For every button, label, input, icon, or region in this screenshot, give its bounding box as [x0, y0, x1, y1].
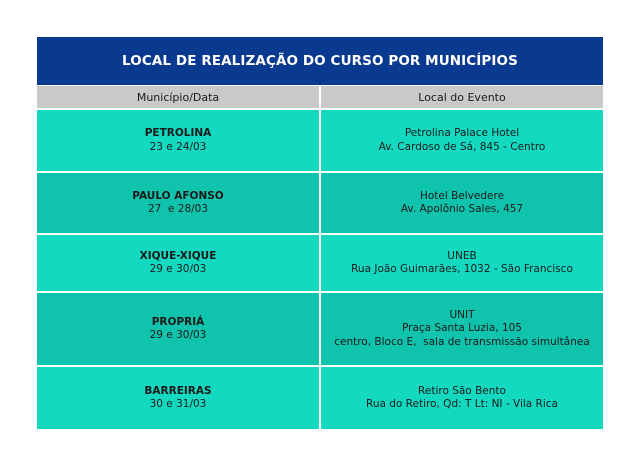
municipio-cell — [37, 367, 319, 429]
venue-line: Rua do Retiro, Qd: T Lt: NI - Vila Rica — [366, 398, 558, 410]
municipio-cell — [37, 173, 319, 233]
venue-table — [37, 37, 603, 429]
city-name: PROPRIÁ — [151, 315, 205, 328]
table-row — [37, 235, 603, 291]
venue-cell — [321, 367, 603, 429]
municipio-cell — [37, 235, 319, 291]
municipio-cell — [37, 110, 319, 171]
city-name: PETROLINA — [144, 127, 212, 139]
header-local-evento: Local do Evento — [321, 86, 603, 108]
event-date: 29 e 30/03 — [149, 329, 207, 341]
venue-cell — [321, 235, 603, 291]
venue-line: Hotel Belvedere — [419, 189, 505, 202]
table-row — [37, 173, 603, 233]
venue-line: UNEB — [447, 249, 477, 262]
event-date: 27 e 28/03 — [147, 203, 209, 215]
table-row — [37, 110, 603, 171]
city-name: BARREIRAS — [144, 384, 212, 397]
venue-line: Av. Cardoso de Sá, 845 - Centro — [378, 140, 546, 153]
venue-cell — [321, 173, 603, 233]
municipio-cell — [37, 293, 319, 365]
venue-line: Petrolina Palace Hotel — [404, 127, 520, 139]
venue-line: Rua João Guimarães, 1032 - São Francisco — [351, 263, 573, 275]
table-title: LOCAL DE REALIZAÇÃO DO CURSO POR MUNICÍPIOS — [37, 37, 603, 85]
header-municipio-data: Município/Data — [37, 86, 319, 108]
venue-line: Praça Santa Luzia, 105 — [402, 322, 522, 335]
venue-line: Retiro São Bento — [418, 384, 506, 397]
venue-line: Av. Apolônio Sales, 457 — [400, 203, 524, 215]
event-date: 29 e 30/03 — [149, 263, 207, 275]
event-date: 30 e 31/03 — [149, 398, 207, 410]
table-header-row — [37, 86, 603, 108]
venue-line: centro, Bloco E, sala de transmissão simultânea — [334, 335, 590, 348]
event-date: 23 e 24/03 — [149, 140, 207, 153]
venue-cell — [321, 293, 603, 365]
city-name: PAULO AFONSO — [132, 189, 224, 202]
venue-cell — [321, 110, 603, 171]
venue-line: UNIT — [449, 308, 475, 321]
table-row — [37, 293, 603, 365]
city-name: XIQUE-XIQUE — [139, 249, 217, 262]
table-row — [37, 367, 603, 429]
